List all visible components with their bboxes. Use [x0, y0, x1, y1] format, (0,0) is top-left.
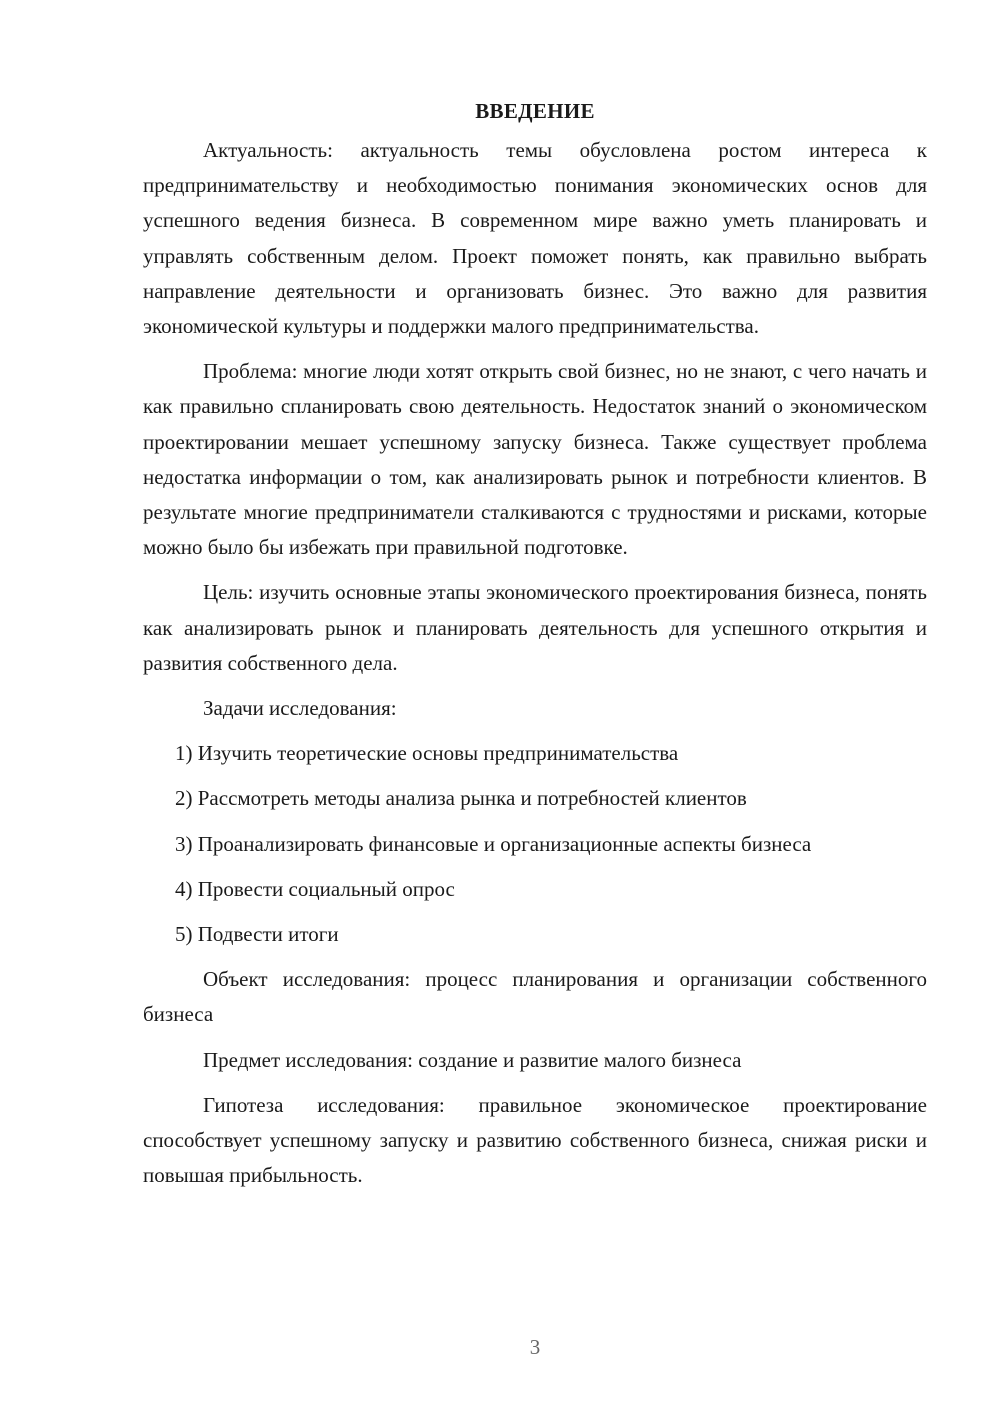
paragraph-hypothesis: Гипотеза исследования: правильное экономическое проектирование способствует успешному запуску и развитию собственного бизнеса, снижая риски и повышая прибыльность.	[143, 1092, 927, 1188]
task-item-1: 1) Изучить теоретические основы предпринимательства	[175, 741, 679, 766]
paragraph-subject: Предмет исследования: создание и развитие малого бизнеса	[203, 1047, 742, 1072]
task-item-5: 5) Подвести итоги	[175, 922, 339, 947]
task-item-4: 4) Провести социальный опрос	[175, 876, 455, 901]
section-title: ВВЕДЕНИЕ	[475, 99, 595, 123]
paragraph-goal: Цель: изучить основные этапы экономического проектирования бизнеса, понять как анализировать рынок и планировать деятельность для успешного открытия и развития собственного дела.	[143, 580, 927, 675]
paragraph-tasks-heading: Задачи исследования:	[203, 696, 397, 721]
page-content	[143, 94, 927, 1203]
paragraph-object: Объект исследования: процесс планирования и организации собственного бизнеса	[143, 967, 927, 1027]
task-item-3: 3) Проанализировать финансовые и организационные аспекты бизнеса	[175, 831, 812, 856]
paragraph-relevance: Актуальность: актуальность темы обусловлена ростом интереса к предпринимательству и необходимостью понимания экономических основ для успешного ведения бизнеса. В современном мире важно уметь планировать и управлять собственным делом. Проект поможет понять, как правильно выбрать направление деятельности и организовать бизнес. Это важно для развития экономической культуры и поддержки малого предпринимательства.	[143, 138, 927, 339]
paragraph-problem: Проблема: многие люди хотят открыть свой бизнес, но не знают, с чего начать и как правильно спланировать свою деятельность. Недостаток знаний о экономическом проектировании мешает успешному запуску бизнеса. Также существует проблема недостатка информации о том, как анализировать рынок и потребности клиентов. В результате многие предприниматели сталкиваются с трудностями и рисками, которые можно было бы избежать при правильной подготовке.	[143, 359, 927, 560]
page-number: 3	[529, 1335, 541, 1359]
task-item-2: 2) Рассмотреть методы анализа рынка и потребностей клиентов	[175, 786, 747, 811]
